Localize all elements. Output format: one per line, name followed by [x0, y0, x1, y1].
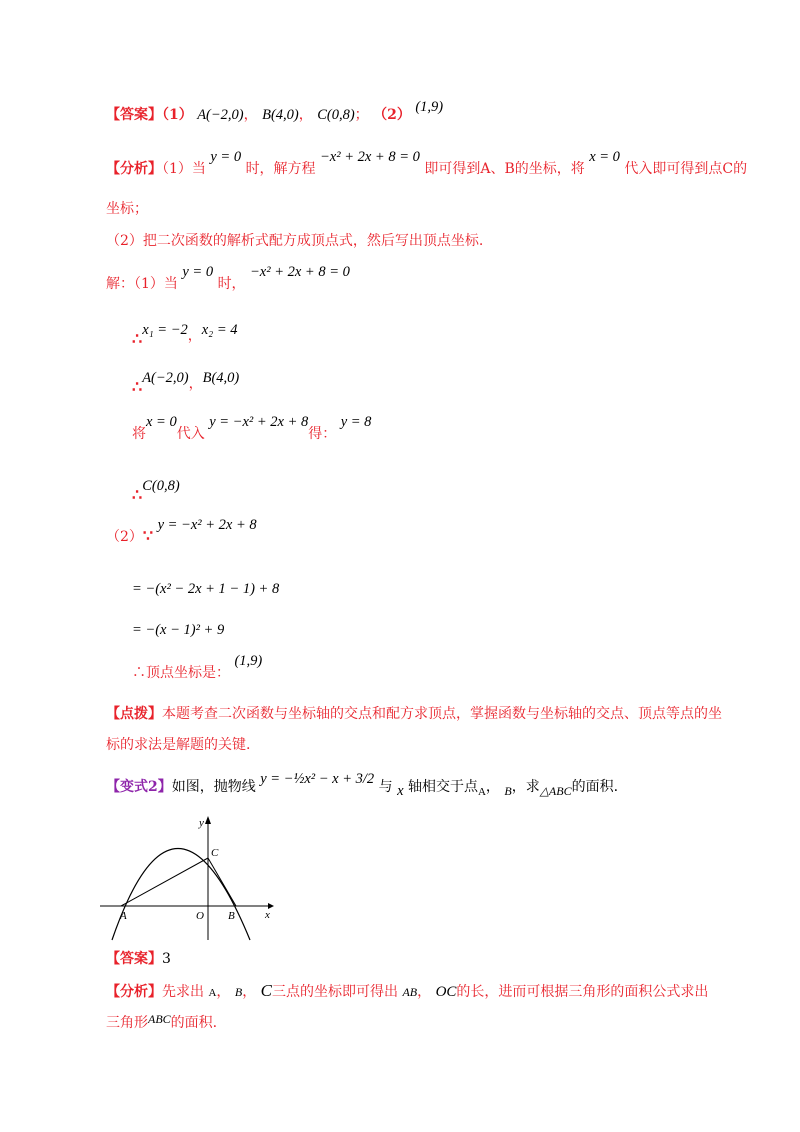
math-expression: x = 0: [589, 149, 620, 165]
therefore-symbol: ∴: [132, 485, 143, 504]
analysis2-line-1: [106, 982, 708, 1002]
analysis-text: ，: [417, 984, 432, 1000]
analysis-text: 时，解方程: [245, 161, 316, 177]
analysis-text: 先求出: [162, 984, 204, 1000]
math-expression: (1,9): [234, 653, 263, 669]
segment-bc: [208, 858, 236, 906]
solution-line-6: [106, 517, 257, 546]
solution-line-9: [132, 653, 263, 682]
parabola-figure: [100, 812, 280, 942]
math-expression: −x² + 2x + 8 = 0: [250, 264, 350, 280]
analysis-line-1: [106, 149, 748, 178]
solution-line-8: [132, 621, 224, 639]
solution-line-5: [132, 476, 180, 504]
math-expression: y = 8: [340, 414, 372, 430]
math-expression: y = 0: [210, 149, 242, 165]
solution-line-7: [132, 580, 279, 598]
analysis2-line-2: [106, 1014, 217, 1032]
answer-label: 【答案】: [106, 951, 162, 967]
analysis-text: 的面积.: [170, 1015, 218, 1031]
solution-line-3: [132, 368, 240, 396]
variant-text: 与: [378, 779, 393, 795]
math-expression: C: [260, 981, 272, 1000]
math-expression: ABC: [148, 1012, 171, 1026]
answer-part2: （2）: [373, 107, 411, 123]
variant-text: ，求: [511, 779, 540, 795]
analysis-label: 【分析】: [106, 161, 162, 177]
answer-point-b: B(4,0): [262, 107, 299, 123]
answer-part1: （1）: [162, 107, 193, 123]
analysis-text: 三点的坐标即可得出: [272, 984, 398, 1000]
variant-text: ，: [485, 779, 500, 795]
therefore-symbol: ∴: [132, 329, 143, 348]
variant-line: [106, 771, 619, 799]
variant-text: 的面积.: [571, 779, 619, 795]
math-expression: C(0,8): [142, 478, 180, 494]
a-label: A: [120, 910, 127, 922]
solution-line-4: [132, 414, 372, 443]
answer-value: 3: [162, 951, 171, 967]
math-expression: B: [234, 985, 243, 999]
analysis-label: 【分析】: [106, 984, 162, 1000]
because-symbol: ∵: [142, 526, 154, 545]
tip-label: 【点拨】: [106, 706, 162, 722]
solution-text: （2）: [106, 529, 143, 545]
math-expression: = −(x − 1)² + 9: [132, 622, 225, 638]
math-expression: A: [208, 987, 217, 999]
math-expression: x₁ = −2: [142, 322, 188, 338]
math-expression: OC: [435, 984, 457, 1000]
analysis-text: ，: [216, 984, 231, 1000]
math-expression: y = −½x² − x + 3/2: [260, 771, 375, 787]
math-expression: y = 0: [182, 264, 214, 280]
analysis-text: ，: [242, 984, 257, 1000]
math-expression: x = 0: [146, 414, 177, 430]
math-expression: A(−2,0): [142, 370, 189, 386]
separator: ；: [354, 107, 369, 123]
solution-line-1: [106, 264, 350, 293]
solution-text: 时，: [217, 276, 246, 292]
solution-text: 将: [132, 426, 146, 442]
analysis-text: 代入即可得到点C的: [624, 161, 748, 177]
math-expression: x: [397, 783, 404, 799]
analysis-line-2: 坐标；: [106, 201, 148, 217]
math-expression: AB: [402, 985, 418, 999]
answer-point-c: C(0,8): [317, 107, 355, 123]
analysis-text: 即可得到A、B的坐标，将: [424, 161, 585, 177]
answer-label: 【答案】: [106, 107, 162, 123]
segment-ac: [121, 858, 208, 906]
math-expression: B(4,0): [202, 370, 240, 386]
math-expression: △ABC: [539, 784, 572, 798]
therefore-symbol: ∴: [132, 377, 143, 396]
tip-text: 本题考查二次函数与坐标轴的交点和配方求顶点，掌握函数与坐标轴的交点、顶点等点的坐: [162, 706, 722, 722]
solution-text: 解：（1）当: [106, 276, 178, 292]
analysis-text: 的长，进而可根据三角形的面积公式求出: [456, 984, 709, 1000]
answer-line-1: [106, 99, 444, 124]
math-expression: −x² + 2x + 8 = 0: [320, 149, 420, 165]
o-label: O: [196, 910, 204, 922]
separator: ，: [243, 107, 258, 123]
math-expression: y = −x² + 2x + 8: [157, 517, 257, 533]
y-label: y: [199, 817, 204, 829]
math-expression: x₂ = 4: [201, 322, 238, 338]
solution-line-2: [132, 320, 238, 348]
math-expression: y = −x² + 2x + 8: [209, 414, 309, 430]
answer-line-2: [106, 950, 171, 968]
separator: ，: [188, 376, 203, 392]
variant-text: 如图，抛物线: [171, 779, 256, 795]
analysis-text: （1）当: [162, 161, 206, 177]
variant-text: 轴相交于点: [407, 779, 478, 795]
separator: ，: [298, 107, 313, 123]
tip-line-1: [106, 705, 722, 723]
b-label: B: [228, 910, 235, 922]
x-label: x: [265, 909, 270, 921]
c-label: C: [211, 847, 219, 859]
answer-vertex: (1,9): [415, 99, 444, 115]
math-expression: A: [477, 786, 486, 798]
separator: ，: [187, 328, 202, 344]
y-axis-arrow: [205, 816, 211, 824]
answer-point-a: A(−2,0): [197, 107, 244, 123]
analysis-text: 三角形: [106, 1015, 148, 1031]
solution-text: ∴顶点坐标是：: [132, 665, 230, 681]
analysis-line-3: （2）把二次函数的解析式配方成顶点式，然后写出顶点坐标.: [106, 233, 484, 249]
math-expression: = −(x² − 2x + 1 − 1) + 8: [132, 581, 280, 597]
variant-label: 【变式2】: [106, 779, 172, 795]
math-expression: B: [504, 784, 512, 798]
tip-line-2: 标的求法是解题的关键.: [106, 737, 251, 753]
solution-text: 代入: [176, 426, 205, 442]
solution-text: 得：: [308, 426, 337, 442]
